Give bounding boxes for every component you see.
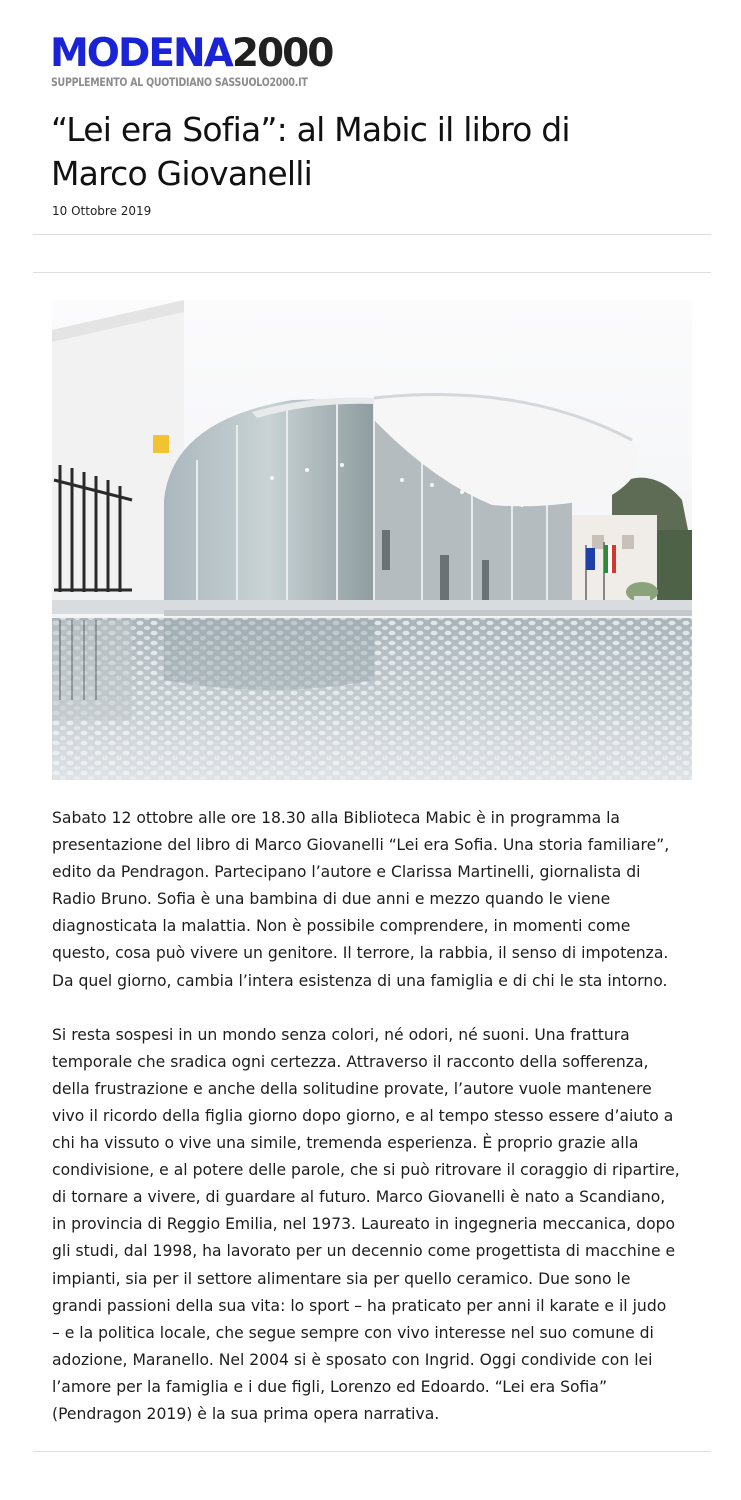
logo-wordmark-modena: MODENA <box>50 31 232 76</box>
article-paragraph: Sabato 12 ottobre alle ore 18.30 alla Biblioteca Mabic è in programma la presentazione del libro di Marco Giovanelli “Lei era Sofia. Una storia familiare”, edito da Pendragon. Partecipano l’autore e Clarissa Martinelli, giornalista di Radio Bruno. Sofia è una bambina di due anni e mezzo quando le viene diagnosticata la malattia. Non è possibile comprendere, in momenti come questo, cosa può vivere un genitore. Il terrore, la rabbia, il senso di impotenza. Da quel giorno, cambia l’intera esistenza di una famiglia e di chi le sta intorno. <box>52 809 670 990</box>
divider-top <box>33 234 711 235</box>
article-body <box>52 805 702 1455</box>
article-photo <box>52 300 692 780</box>
divider-bottom <box>33 1451 711 1452</box>
logo-wordmark-2000: 2000 <box>231 31 333 76</box>
article-title: “Lei era Sofia”: al Mabic il libro di Marco Giovanelli <box>51 110 570 193</box>
divider-middle <box>33 272 711 273</box>
site-logo[interactable] <box>50 31 350 94</box>
article-date: 10 Ottobre 2019 <box>52 204 152 218</box>
logo-wordmark <box>50 31 333 76</box>
logo-tagline: SUPPLEMENTO AL QUOTIDIANO SASSUOLO2000.IT <box>51 75 308 89</box>
article-paragraph: Si resta sospesi in un mondo senza colori, né odori, né suoni. Una frattura temporale che sradica ogni certezza. Attraverso il racconto della sofferenza, della frustrazione e anche della solitudine provate, l’autore vuole mantenere vivo il ricordo della figlia giorno dopo giorno, e al tempo stesso essere d’aiuto a chi ha vissuto o vive una simile, tremenda esperienza. È proprio grazie alla condivisione, e al potere delle parole, che si può ritrovare il coraggio di ripartire, di tornare a vivere, di guardare al futuro. Marco Giovanelli è nato a Scandiano, in provincia di Reggio Emilia, nel 1973. Laureato in ingegneria meccanica, dopo gli studi, dal 1998, ha lavorato per un decennio come progettista di macchine e impianti, sia per il settore alimentare sia per quello ceramico. Due sono le grandi passioni della sua vita: lo sport – ha praticato per anni il karate e il judo – e la politica locale, che segue sempre con vivo interesse nel suo comune di adozione, Maranello. Nel 2004 si è sposato con Ingrid. Oggi condivide con lei l’amore per la famiglia e i due figli, Lorenzo ed Edoardo. “Lei era Sofia” (Pendragon 2019) è la sua prima opera narrativa. <box>52 1025 680 1423</box>
